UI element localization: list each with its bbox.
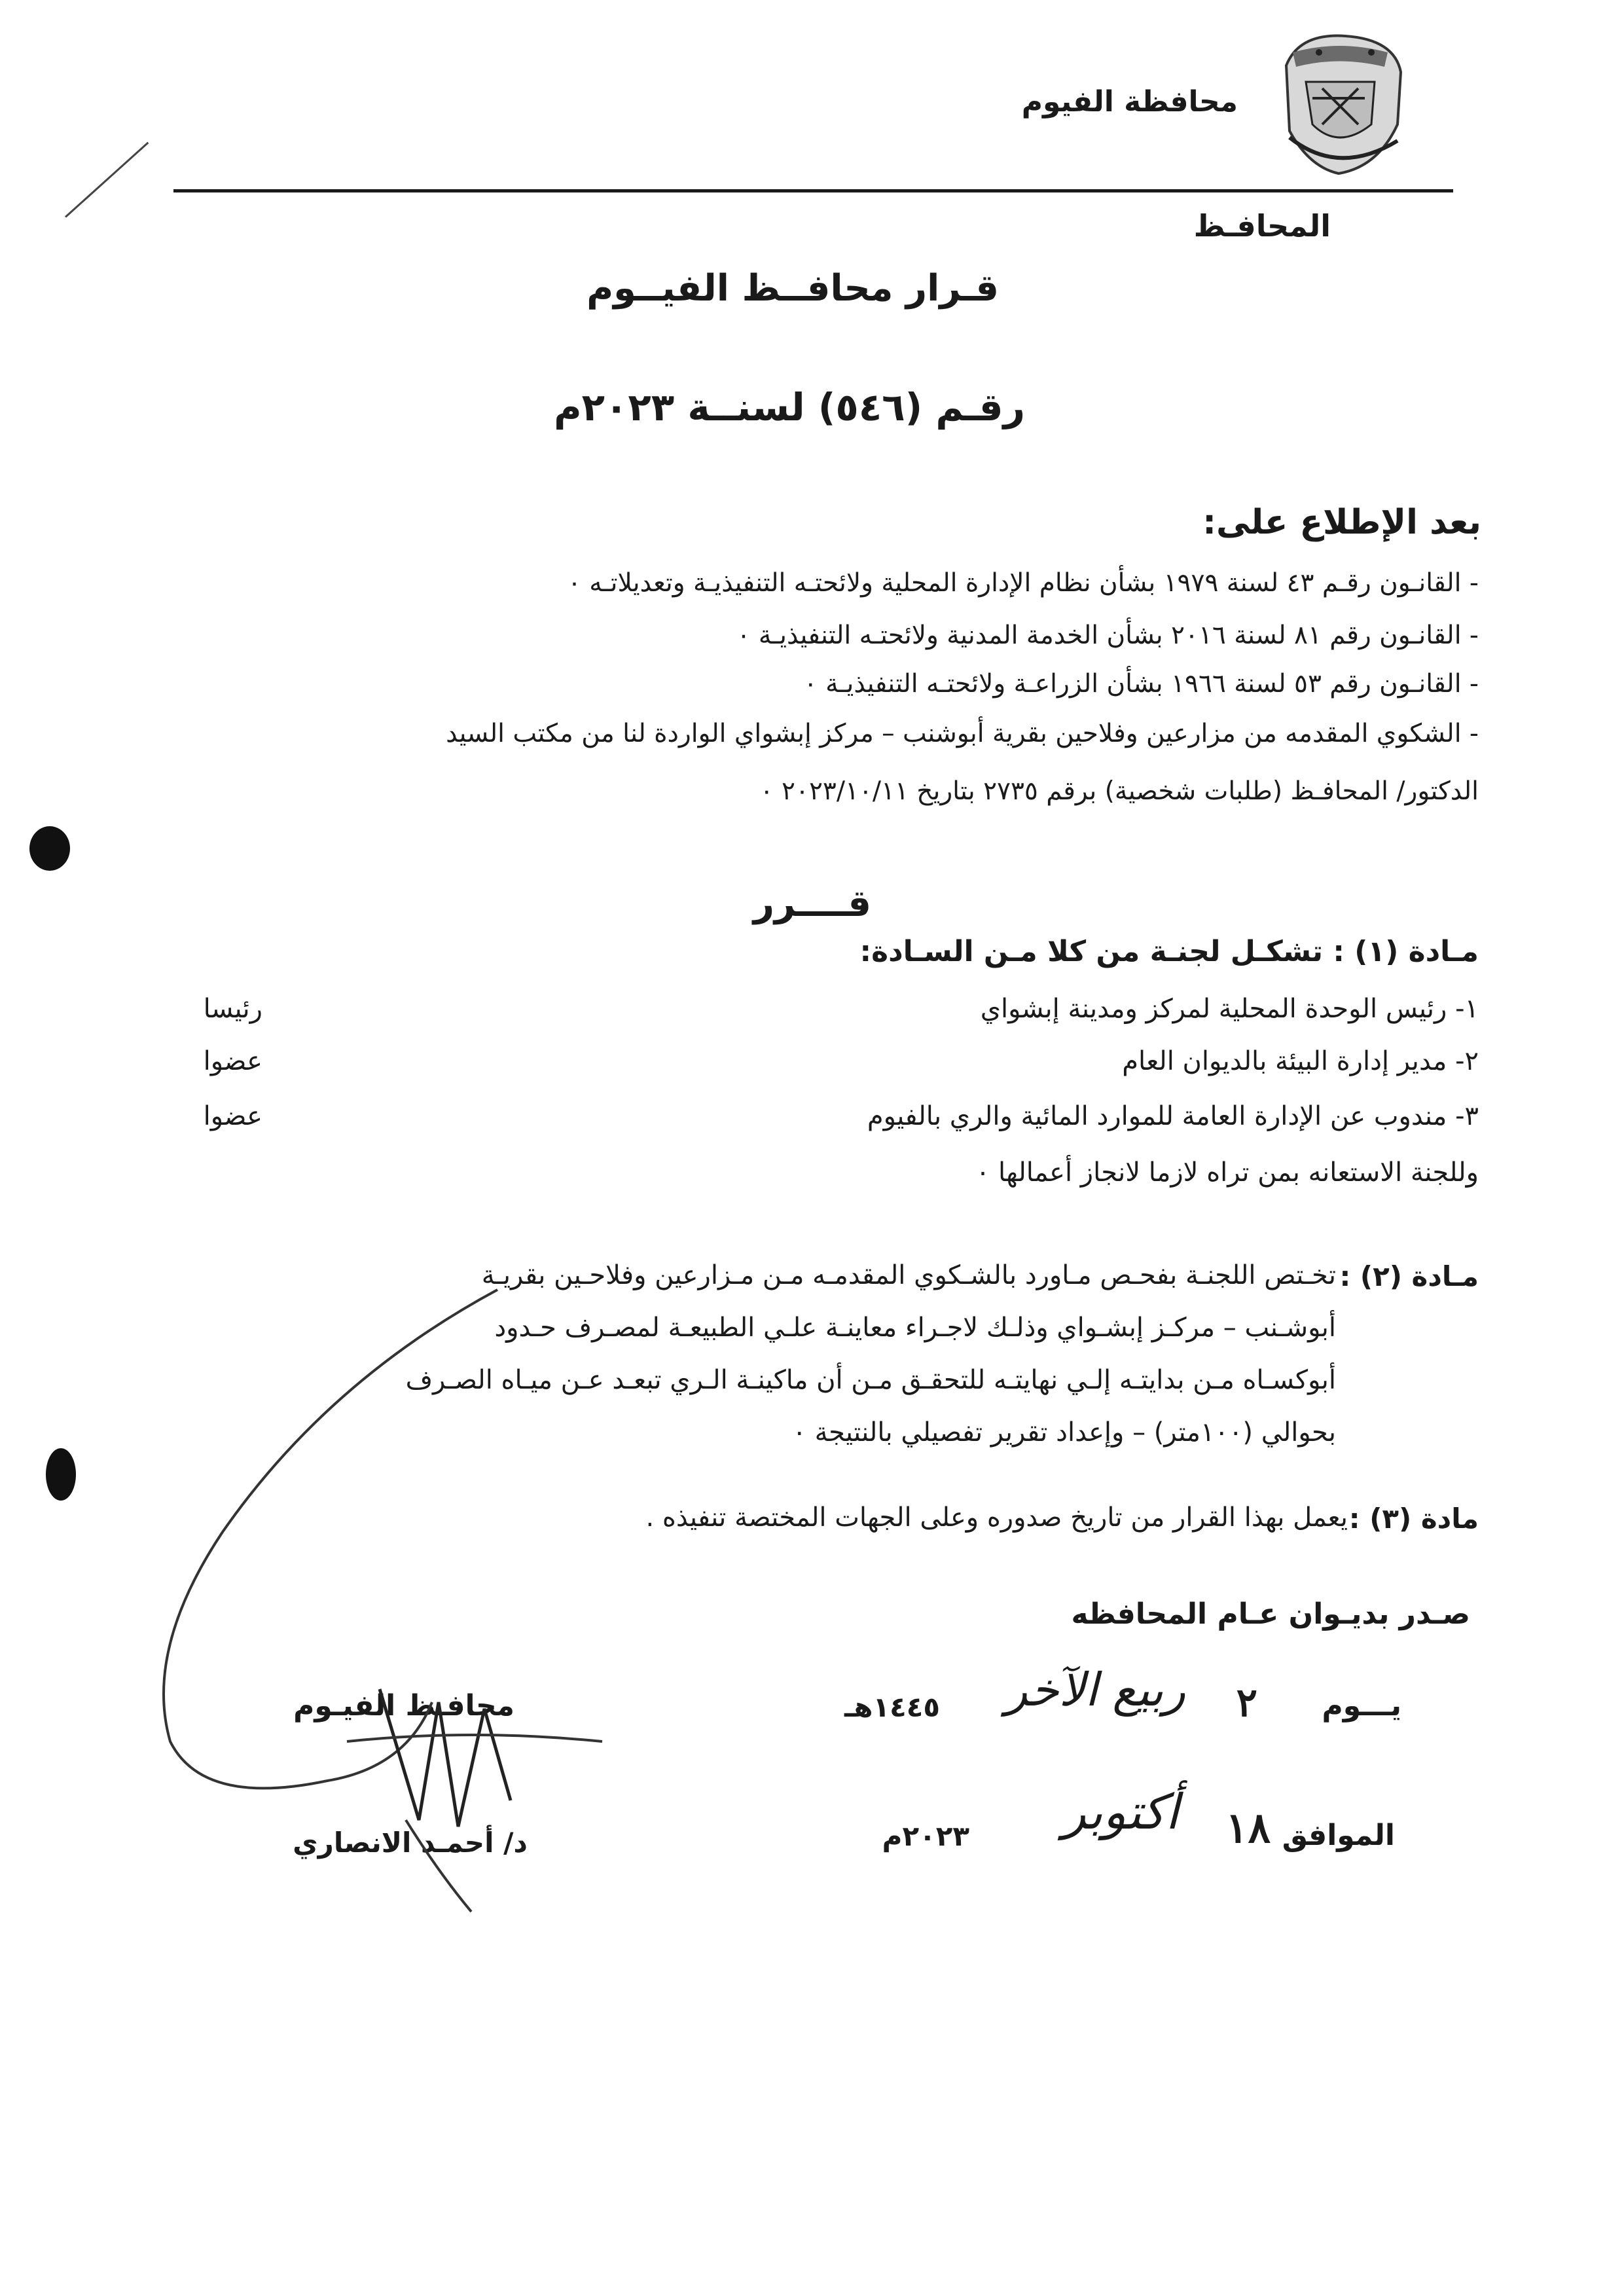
article-2-label: مـادة (٢) :	[1339, 1260, 1479, 1292]
article-2-line-4: بحوالي (١٠٠متر) – وإعداد تقرير تفصيلي بالنتيجة ٠	[792, 1417, 1336, 1448]
article-2-line-2: أبوشـنب – مركـز إبشـواي وذلـك لاجـراء معاينـة علـي الطبيعـة لمصـرف حـدود	[494, 1313, 1336, 1343]
article-1-title: مـادة (١) : تشكـل لجنـة من كلا مـن السـادة:	[859, 935, 1479, 968]
preamble-item-1: - القانـون رقـم ٤٣ لسنة ١٩٧٩ بشأن نظام الإدارة المحلية ولائحتـه التنفيذيـة وتعديلاتـه ٠	[567, 568, 1479, 598]
scan-mark	[65, 142, 149, 218]
issued-at: صـدر بديـوان عـام المحافظه	[1071, 1597, 1470, 1631]
hijri-day: ٢	[1236, 1680, 1257, 1726]
decision-heading: قــــرر	[753, 883, 871, 925]
preamble-item-3: - القانـون رقم ٥٣ لسنة ١٩٦٦ بشأن الزراعـة ولائحتـه التنفيذيـة ٠	[803, 669, 1479, 699]
article-2-line-3: أبوكسـاه مـن بدايتـه إلـي نهايتـه للتحقـق مـن أن ماكينـة الـري تبعـد عـن ميـاه الصـرف	[405, 1365, 1336, 1395]
article-3-label: مادة (٣) :	[1348, 1503, 1479, 1535]
handwritten-signature-icon	[131, 1283, 720, 1925]
member-3-role: عضوا	[203, 1101, 262, 1131]
member-3-name: ٣- مندوب عن الإدارة العامة للموارد المائية والري بالفيوم	[867, 1101, 1479, 1131]
header-rule	[173, 189, 1453, 192]
member-1-name: ١- رئيس الوحدة المحلية لمركز ومدينة إبشواي	[980, 994, 1479, 1024]
gregorian-month: أكتوبر	[1062, 1784, 1179, 1840]
governorate-name: محافظة الفيوم	[1021, 85, 1238, 118]
gregorian-label: الموافق	[1282, 1819, 1395, 1852]
member-2-name: ٢- مدير إدارة البيئة بالديوان العام	[1122, 1046, 1479, 1076]
member-2-role: عضوا	[203, 1046, 262, 1076]
office-title: المحافـظ	[1193, 208, 1331, 244]
preamble-complaint-line-1: - الشكوي المقدمه من مزارعين وفلاحين بقرية أبوشنب – مركز إبشواي الواردة لنا من مكتب السيد	[446, 719, 1479, 748]
decree-title: قـرار محافــظ الفيــوم	[586, 267, 999, 310]
punch-hole-top	[29, 826, 70, 871]
decree-number: رقـم (٥٤٦) لسنــة ٢٠٢٣م	[554, 385, 1025, 429]
article-3-text: يعمل بهذا القرار من تاريخ صدوره وعلى الجهات المختصة تنفيذه .	[645, 1503, 1348, 1533]
preamble-complaint-line-2: الدكتور/ المحافـظ (طلبات شخصية) برقم ٢٧٣٥ بتاريخ ٢٠٢٣/١٠/١١ ٠	[759, 776, 1479, 806]
preamble-heading: بعد الإطلاع على:	[1202, 503, 1481, 542]
preamble-item-2: - القانـون رقم ٨١ لسنة ٢٠١٦ بشأن الخدمة المدنية ولائحتـه التنفيذيـة ٠	[736, 621, 1479, 650]
member-1-role: رئيسا	[203, 994, 262, 1024]
hijri-day-label: يـــوم	[1322, 1689, 1401, 1722]
article-1-note: وللجنة الاستعانه بمن تراه لازما لانجاز أعمالها ٠	[975, 1157, 1479, 1188]
signatory-title: محافـظ الفيـوم	[293, 1689, 514, 1722]
fayoum-governorate-seal-icon	[1273, 26, 1407, 180]
article-2-line-1: تخـتص اللجنـة بفحـص مـاورد بالشـكوي المقدمـه مـن مـزارعين وفلاحـين بقريـة	[481, 1260, 1336, 1290]
punch-hole-bottom	[46, 1448, 76, 1501]
gregorian-day: ١٨	[1225, 1804, 1271, 1853]
hijri-month: ربيع الآخر	[1005, 1663, 1185, 1717]
hijri-year: ١٤٤٥هـ	[844, 1691, 940, 1723]
gregorian-year: ٢٠٢٣م	[882, 1820, 969, 1852]
signatory-name: د/ أحمـد الانصاري	[293, 1827, 528, 1859]
